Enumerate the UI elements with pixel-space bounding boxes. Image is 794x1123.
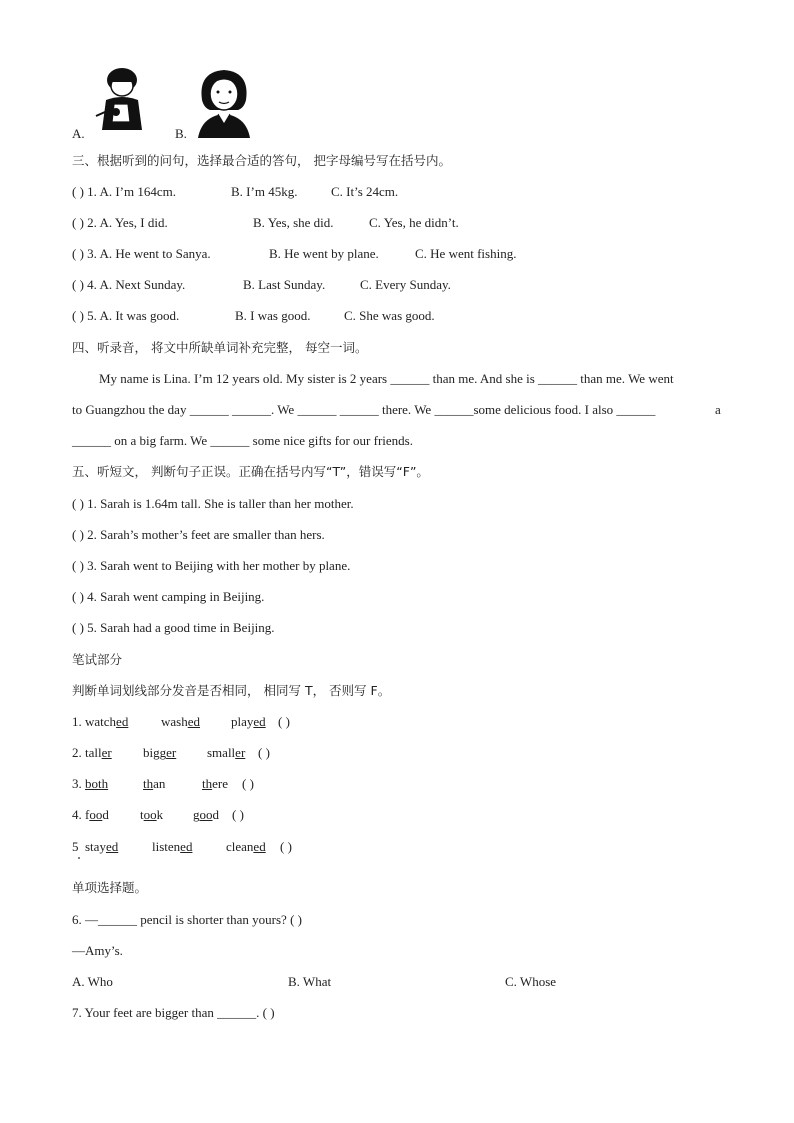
phonics-word: than: [143, 776, 166, 791]
phonics-row: 3. both: [72, 776, 109, 791]
choice-title: 单项选择题。: [72, 880, 148, 895]
s3-q5-c: C. She was good.: [344, 308, 435, 323]
picture-a-label: A.: [72, 126, 85, 141]
phonics-row: 1. watched: [72, 714, 129, 729]
bullet-dot: [78, 857, 80, 859]
phonics-blank: ( ): [242, 776, 254, 791]
phonics-blank: ( ): [258, 745, 270, 760]
q6-option-c: C. Whose: [505, 974, 557, 989]
phonics-blank: ( ): [280, 839, 292, 854]
phonics-word: took: [140, 807, 164, 822]
s5-q4: ( ) 4. Sarah went camping in Beijing.: [72, 589, 265, 604]
phonics-word: smaller: [207, 745, 246, 760]
q6-answer: —Amy’s.: [72, 943, 123, 958]
phonics-blank: ( ): [278, 714, 290, 729]
s3-q4: ( ) 4. A. Next Sunday.: [72, 277, 186, 292]
phonics-title: 判断单词划线部分发音是否相同， 相同写 T， 否则写 F。: [72, 683, 391, 698]
section4-title: 四、听录音， 将文中所缺单词补充完整， 每空一词。: [72, 340, 368, 355]
woman-portrait-picture: [194, 66, 254, 138]
s3-q2: ( ) 2. A. Yes, I did.: [72, 215, 168, 230]
s4-line3: ______ on a big farm. We ______ some nice gifts for our friends.: [72, 433, 413, 448]
phonics-word: good: [193, 807, 219, 822]
s3-q4-c: C. Every Sunday.: [360, 277, 451, 292]
s5-q1: ( ) 1. Sarah is 1.64m tall. She is taller than her mother.: [72, 496, 354, 511]
s3-q1: ( ) 1. A. I’m 164cm.: [72, 184, 176, 199]
s3-q5: ( ) 5. A. It was good.: [72, 308, 180, 323]
s3-q3: ( ) 3. A. He went to Sanya.: [72, 246, 211, 261]
q6-question: 6. —______ pencil is shorter than yours? ( ): [72, 912, 302, 927]
s3-q5-b: B. I was good.: [235, 308, 311, 323]
s4-line1: My name is Lina. I’m 12 years old. My sister is 2 years ______ than me. And she is ______ than me. We went: [99, 371, 674, 386]
s4-line2: to Guangzhou the day ______ ______. We ______ ______ there. We ______some delicious food. I also ______: [72, 402, 656, 417]
s5-q3: ( ) 3. Sarah went to Beijing with her mother by plane.: [72, 558, 351, 573]
s3-q3-c: C. He went fishing.: [415, 246, 517, 261]
phonics-blank: ( ): [232, 807, 244, 822]
s3-q4-b: B. Last Sunday.: [243, 277, 326, 292]
s3-q2-b: B. Yes, she did.: [253, 215, 334, 230]
q6-option-b: B. What: [288, 974, 332, 989]
s3-q1-b: B. I’m 45kg.: [231, 184, 298, 199]
written-title: 笔试部分: [72, 652, 123, 667]
phonics-row: 5 stayed: [72, 839, 119, 854]
q6-option-a: A. Who: [72, 974, 113, 989]
picture-b-label: B.: [175, 126, 187, 141]
phonics-word: there: [202, 776, 228, 791]
phonics-word: washed: [161, 714, 200, 729]
phonics-row: 2. taller: [72, 745, 112, 760]
s3-q3-b: B. He went by plane.: [269, 246, 379, 261]
phonics-word: cleaned: [226, 839, 266, 854]
section3-title: 三、根据听到的问句，选择最合适的答句， 把字母编号写在括号内。: [72, 153, 451, 168]
q7-question: 7. Your feet are bigger than ______. ( ): [72, 1005, 275, 1020]
phonics-word: listened: [152, 839, 193, 854]
boy-writing-picture: [88, 66, 150, 136]
s3-q1-c: C. It’s 24cm.: [331, 184, 399, 199]
s5-q5: ( ) 5. Sarah had a good time in Beijing.: [72, 620, 275, 635]
phonics-row: 4. food: [72, 807, 109, 822]
section5-title: 五、听短文， 判断句子正误。正确在括号内写“T”，错误写“F”。: [72, 464, 429, 479]
s4-line2-end: a: [715, 402, 721, 417]
s3-q2-c: C. Yes, he didn’t.: [369, 215, 459, 230]
phonics-word: bigger: [143, 745, 177, 760]
phonics-word: played: [231, 714, 266, 729]
s5-q2: ( ) 2. Sarah’s mother’s feet are smaller than hers.: [72, 527, 325, 542]
